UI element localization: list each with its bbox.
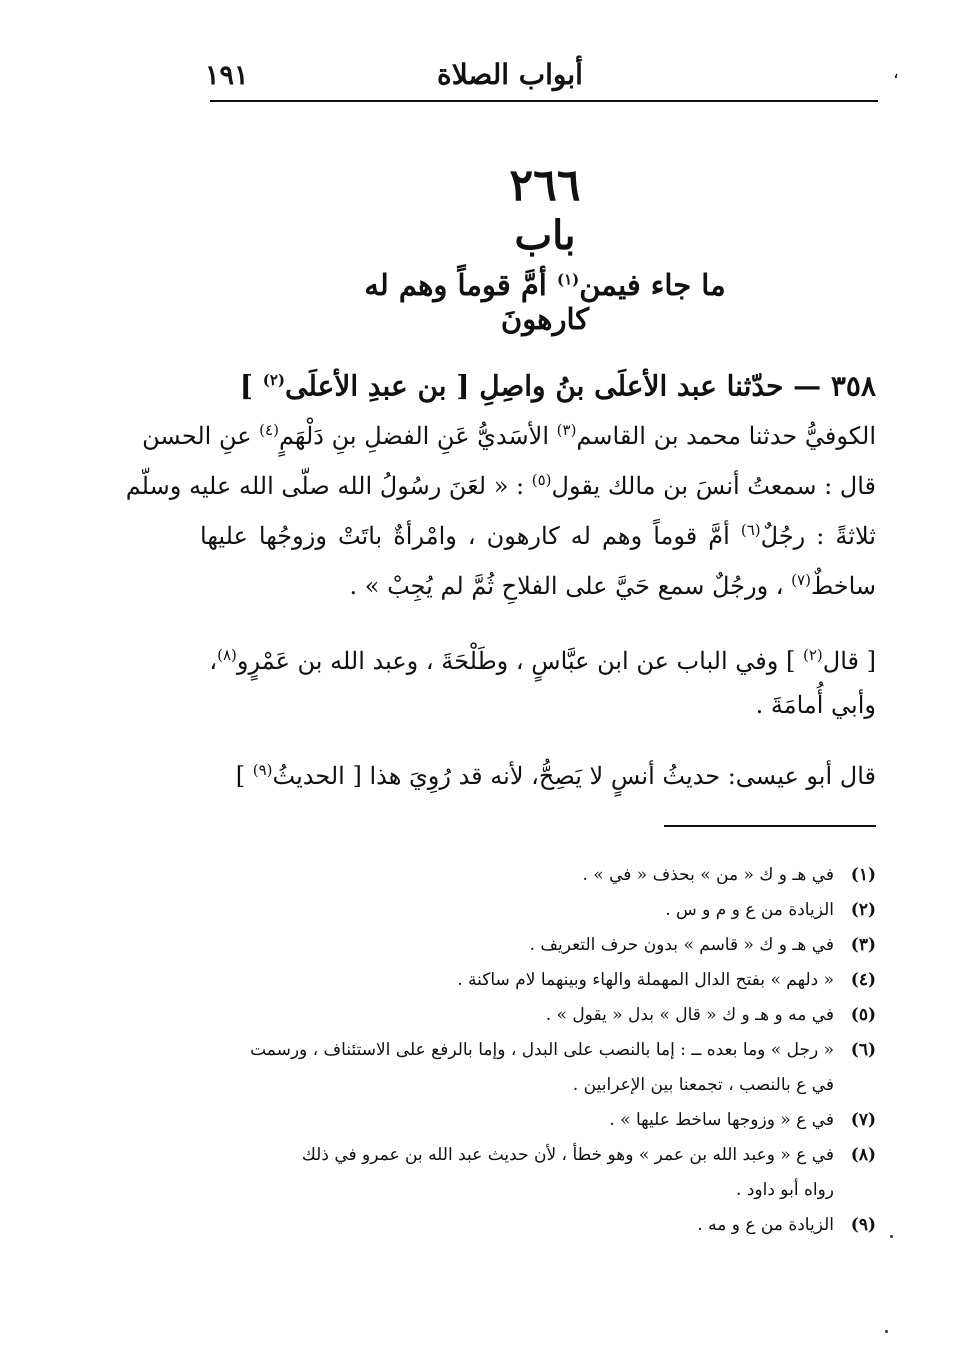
footnote-text: في هـ و ك « من » بحذف « في » . (582, 865, 834, 885)
scan-speck (890, 1235, 893, 1238)
footnote-6 (196, 1035, 876, 1070)
footnote-text: « رجل » وما بعده ــ : إما بالنصب على البدل ، وإما بالرفع على الاستئناف ، ورسمت (250, 1040, 834, 1060)
header-rule (210, 100, 878, 102)
footnote-number: (٣) (850, 935, 876, 955)
hadith-text: : « لعَنَ رسُولُ الله صلّى الله عليه وسلّم (125, 472, 525, 500)
footnote-text: الزيادة من ع و مه . (697, 1215, 834, 1235)
footnote-ref: (٣) (556, 421, 577, 439)
footnote-number: (٨) (850, 1145, 876, 1165)
hadith-text: ساخطٌ (810, 572, 876, 600)
abu-isa-line (200, 745, 876, 795)
footnote-8-continuation: رواه أبو داود . (736, 1180, 834, 1200)
footnote-ref: (٦) (740, 521, 761, 539)
chapter-heading-bab: باب (514, 212, 576, 259)
footnote-ref: (٧) (791, 571, 811, 589)
hadith-text: قال : سمعتُ أنسَ بن مالك يقول (551, 472, 876, 500)
hadith-line-4 (200, 505, 876, 555)
footnote-text: في ع « وعبد الله بن عمر » وهو خطأ ، لأن حديث عبد الله بن عمرو في ذلك (301, 1145, 834, 1165)
hadith-line-2 (142, 405, 876, 455)
footnote-number: (٧) (850, 1110, 876, 1130)
footnote-5 (196, 1000, 876, 1035)
footnote-separator (664, 825, 876, 827)
hadith-line-3 (125, 455, 876, 505)
footnote-ref: (٢) (262, 371, 286, 389)
footnote-2 (196, 895, 876, 930)
hadith-text: أمَّ قوماً وهم له كارهون ، وامْرأةٌ باتَتْ وزوجُها عليها (200, 522, 730, 550)
abu-isa-text: ] (235, 762, 246, 790)
bab-note-paragraph (200, 630, 876, 730)
hadith-text: ٣٥٨ — حدّثنا عبد الأعلَى بنُ واصِلِ [ بن عبدِ الأعلَى (285, 369, 876, 403)
footnote-ref: (٩) (252, 761, 273, 779)
footnote-ref: (٢) (803, 646, 823, 664)
footnote-ref: (٨) (217, 646, 237, 664)
hadith-text: الأسَديُّ عَنِ الفضلِ بنِ دَلْهَمٍ (278, 422, 549, 450)
hadith-text: ، ورجُلٌ سمع حَيَّ على الفلاحِ ثُمَّ لم يُجِبْ » . (349, 572, 784, 600)
footnote-9 (196, 1210, 876, 1245)
footnote-1 (196, 860, 876, 895)
footnote-6-continuation: في ع بالنصب ، تجمعنا بين الإعرابين . (572, 1075, 834, 1095)
footnote-number: (٥) (850, 1005, 876, 1025)
footnotes-list (196, 860, 876, 1245)
corner-mark: ، (893, 62, 899, 83)
footnote-number: (٦) (850, 1040, 876, 1060)
footnote-number: (٢) (850, 900, 876, 920)
footnote-ref: (٥) (531, 471, 552, 489)
footnote-text: في ع « وزوجها ساخط عليها » . (609, 1110, 834, 1130)
abu-isa-paragraph (200, 745, 876, 795)
hadith-line-1 (200, 355, 876, 405)
footnote-number: (٤) (850, 970, 876, 990)
footnote-number: (١) (850, 865, 876, 885)
chapter-subtitle (330, 268, 760, 336)
subtitle-text-a: ما جاء فيمن (579, 268, 726, 302)
hadith-paragraph (125, 355, 876, 605)
scan-speck (885, 1330, 888, 1333)
hadith-text: الكوفيُّ حدثنا محمد بن القاسم (576, 422, 876, 450)
page-number: ١٩١ (205, 60, 249, 91)
bab-note-line-2: وأبي أُمامَةَ . (755, 691, 876, 719)
footnote-text: في مه و هـ و ك « قال » بدل « يقول » . (545, 1005, 834, 1025)
bab-note-line-1 (200, 630, 876, 680)
hadith-text: ثلاثةً : رجُلٌ (760, 522, 876, 550)
note-text: ، (209, 647, 218, 675)
abu-isa-text: قال أبو عيسى: حديثُ أنسٍ لا يَصِحُّ، لأنه قد رُوِيَ هذا [ الحديثُ (272, 762, 876, 790)
footnote-8 (196, 1140, 876, 1175)
note-text: [ قال (822, 647, 876, 675)
footnote-text: « دلهم » بفتح الدال المهملة والهاء وبينهما لام ساكنة . (457, 970, 834, 990)
footnote-ref: (١) (556, 270, 580, 289)
hadith-line-5 (200, 555, 876, 605)
footnote-number: (٩) (850, 1215, 876, 1235)
footnote-7 (196, 1105, 876, 1140)
chapter-number: ٢٦٦ (509, 160, 581, 211)
footnote-ref: (٤) (259, 421, 279, 439)
footnote-3 (196, 930, 876, 965)
subtitle-text-b: أمَّ قوماً وهم له كارهونَ (364, 268, 590, 336)
note-text: ] وفي الباب عن ابن عبَّاسٍ ، وطَلْحَةَ ، وعبد الله بن عَمْرٍو (236, 647, 796, 675)
footnote-4 (196, 965, 876, 1000)
running-header-title: أبواب الصلاة (437, 58, 583, 91)
hadith-text: عنِ الحسن (142, 422, 252, 450)
footnote-text: في هـ و ك « قاسم » بدون حرف التعريف . (529, 935, 834, 955)
hadith-text: ] (239, 369, 253, 403)
footnote-text: الزيادة من ع و م و س . (665, 900, 834, 920)
